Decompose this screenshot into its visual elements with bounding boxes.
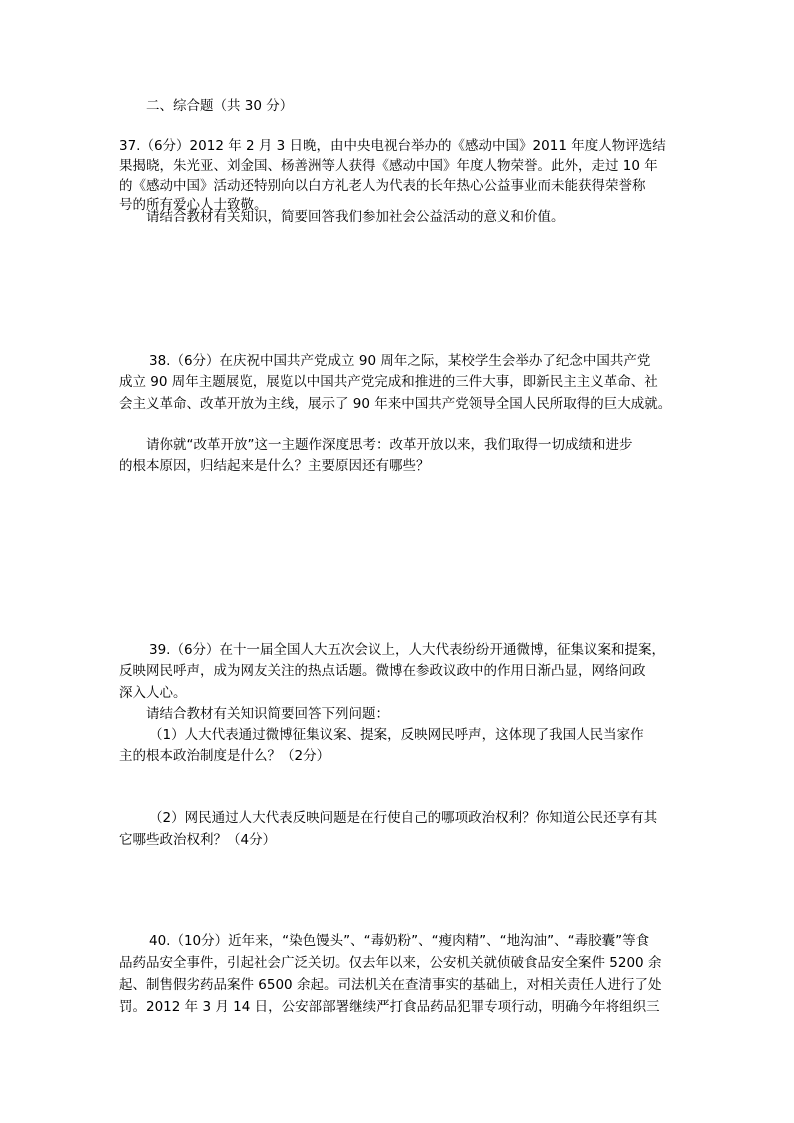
q38-line-3: 会主义革命、改革开放为主线，展示了 90 年来中国共产党领导全国人民所取得的巨大成就。 (119, 396, 672, 412)
q39-sub1-line-2: 主的根本政治制度是什么？（2分） (119, 748, 331, 764)
q40-line-4: 罚。2012 年 3 月 14 日，公安部部署继续严打食品药品犯罪专项行动，明确今年将组织三 (119, 999, 660, 1015)
q40-line-2: 品药品安全事件，引起社会广泛关切。仅去年以来，公安机关就侦破食品安全案件 5200 余 (119, 955, 662, 971)
q39-instruction: 请结合教材有关知识简要回答下列问题： (146, 706, 389, 722)
q40-line-1: 40.（10分）近年来，“染色馒头”、“毒奶粉”、“瘦肉精”、“地沟油”、“毒胶囊”等食 (149, 933, 650, 949)
section-heading: 二、综合题（共 30 分） (146, 98, 294, 114)
q37-line-2: 果揭晓，朱光亚、刘金国、杨善洲等人获得《感动中国》年度人物荣誉。此外，走过 10 年 (119, 158, 658, 174)
q37-line-1: 37.（6分）2012 年 2 月 3 日晚，由中央电视台举办的《感动中国》2011 年度人物评选结 (119, 138, 666, 154)
q39-sub1-line-1: （1）人大代表通过微博征集议案、提案，反映网民呼声，这体现了我国人民当家作 (149, 727, 644, 743)
q37-line-3: 的《感动中国》活动还特别向以白方礼老人为代表的长年热心公益事业而未能获得荣誉称 (119, 178, 646, 194)
q38-prompt-1: 请你就“改革开放”这一主题作深度思考：改革开放以来，我们取得一切成绩和进步 (146, 437, 633, 453)
q39-line-3: 深入人心。 (119, 685, 187, 701)
q37-prompt: 请结合教材有关知识，简要回答我们参加社会公益活动的意义和价值。 (146, 209, 565, 225)
q39-sub2-line-1: （2）网民通过人大代表反映问题是在行使自己的哪项政治权利？你知道公民还享有其 (149, 810, 658, 826)
q39-sub2-line-2: 它哪些政治权利？（4分） (119, 832, 277, 848)
q39-line-1: 39.（6分）在十一届全国人大五次会议上，人大代表纷纷开通微博，征集议案和提案， (149, 642, 666, 658)
q38-prompt-2: 的根本原因，归结起来是什么？主要原因还有哪些？ (119, 458, 430, 474)
q38-line-2: 成立 90 周年主题展览，展览以中国共产党完成和推进的三件大事，即新民主主义革命、社 (119, 374, 658, 390)
q39-line-2: 反映网民呼声，成为网友关注的热点话题。微博在参政议政中的作用日渐凸显，网络问政 (119, 663, 646, 679)
q40-line-3: 起、制售假劣药品案件 6500 余起。司法机关在查清事实的基础上，对相关责任人进行了处 (119, 977, 662, 993)
q38-line-1: 38.（6分）在庆祝中国共产党成立 90 周年之际，某校学生会举办了纪念中国共产党 (149, 353, 651, 369)
q37-line-4: 号的所有爱心人士致敬。 (119, 197, 268, 213)
